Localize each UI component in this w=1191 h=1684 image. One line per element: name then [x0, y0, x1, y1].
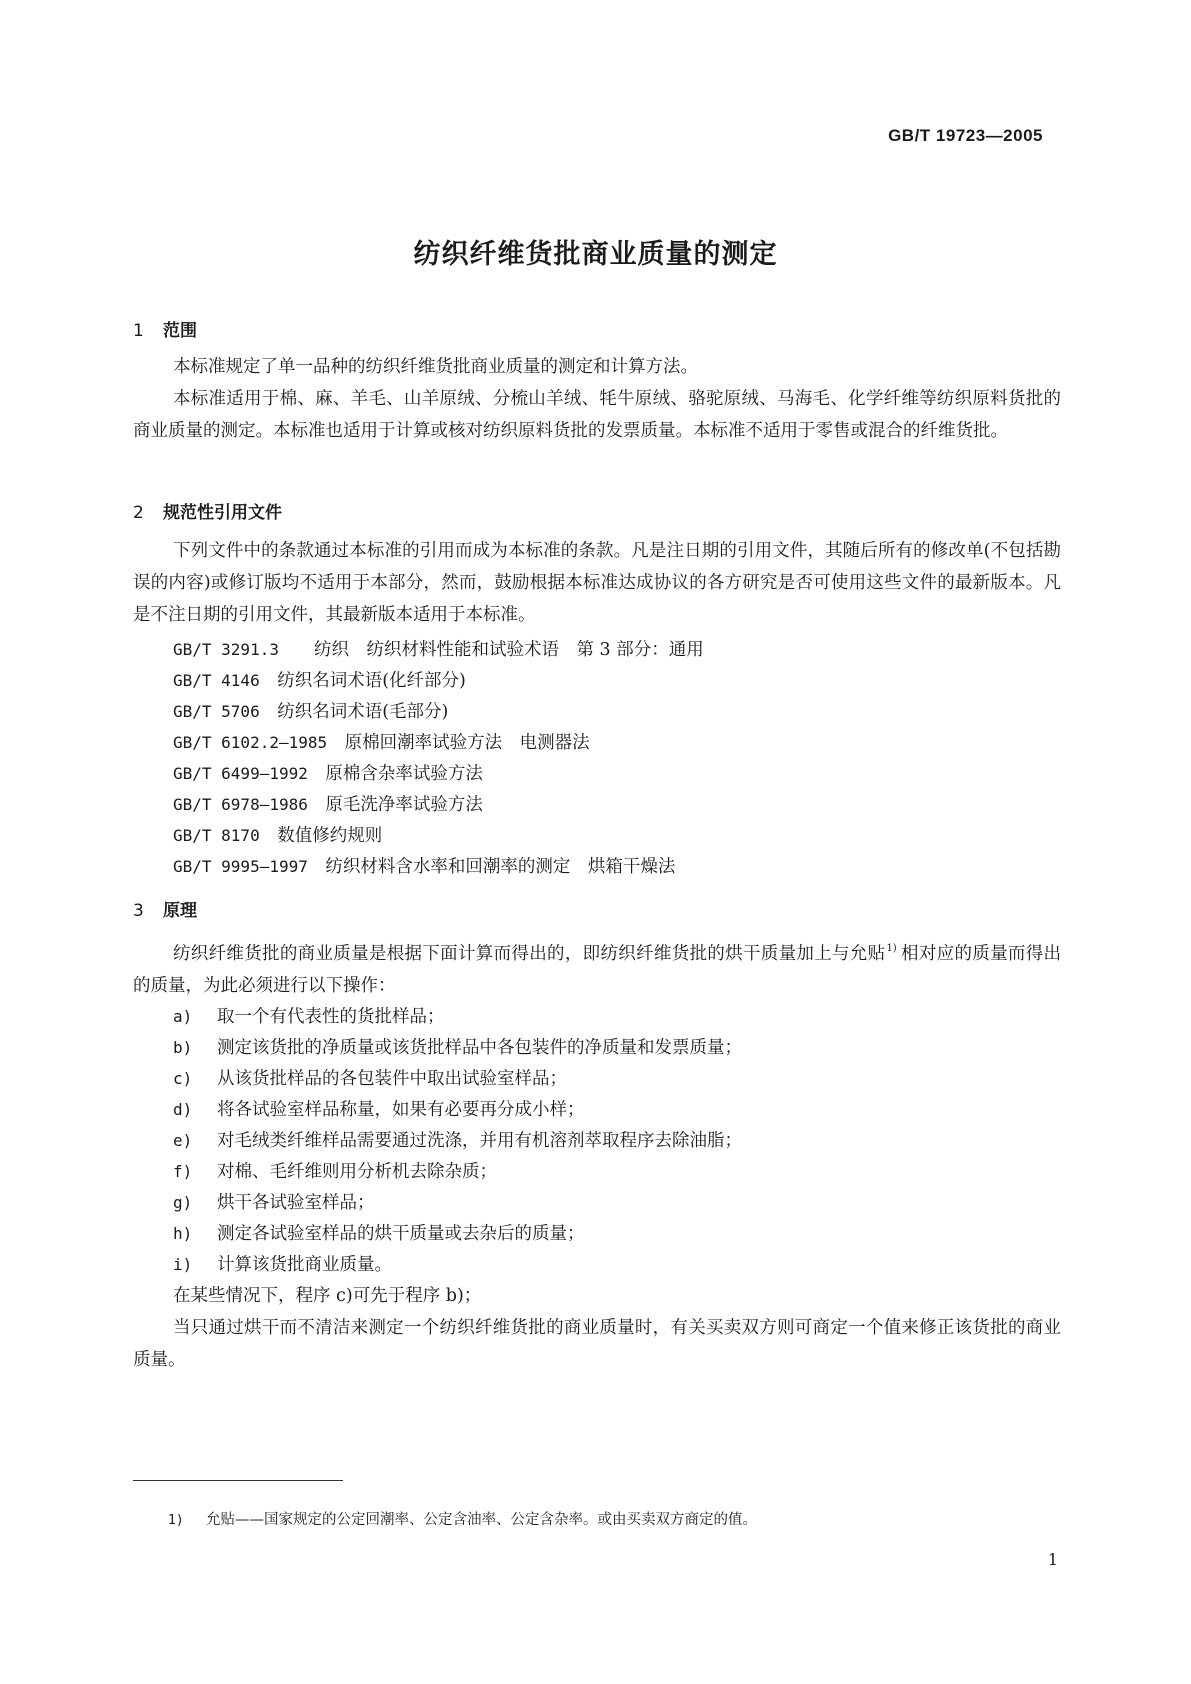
reference-item — [173, 636, 704, 661]
reference-title: 纺织名词术语(毛部分) — [277, 702, 449, 722]
reference-item — [173, 667, 466, 692]
footnote-mark: 1) — [168, 1513, 184, 1528]
list-item — [173, 1189, 375, 1214]
section-3-paragraph-3: 当只通过烘干而不清洁来测定一个纺织纤维货批的商业质量时，有关买卖双方则可商定一个值来修正该货批的商业质量。 — [133, 1318, 1061, 1370]
reference-item — [173, 822, 382, 847]
reference-code: GB/T 8170 — [173, 826, 260, 845]
reference-title: 原毛洗净率试验方法 — [325, 795, 483, 815]
footnote-divider — [133, 1480, 343, 1481]
list-label: b) — [173, 1038, 193, 1057]
reference-title: 纺织材料含水率和回潮率的测定 烘箱干燥法 — [325, 857, 676, 877]
list-text: 烘干各试验室样品； — [217, 1193, 375, 1213]
page-number: 1 — [1047, 1550, 1058, 1569]
reference-title: 原棉回潮率试验方法 电测器法 — [344, 733, 590, 753]
reference-code: GB/T 3291.3 — [173, 640, 279, 659]
reference-title: 纺织 纺织材料性能和试验术语 第 3 部分：通用 — [313, 640, 704, 660]
section-2-heading — [133, 498, 282, 523]
list-text: 将各试验室样品称量，如果有必要再分成小样； — [217, 1100, 585, 1120]
reference-code: GB/T 5706 — [173, 702, 260, 721]
list-item — [173, 1065, 567, 1090]
reference-code: GB/T 9995—1997 — [173, 857, 308, 876]
section-2-paragraph-1: 下列文件中的条款通过本标准的引用而成为本标准的条款。凡是注日期的引用文件，其随后所有的修改单(不包括勘误的内容)或修订版均不适用于本部分，然而，鼓励根据本标准达成协议的各方研究是否可使用这些文件的最新版本。凡是不注日期的引用文件，其最新版本适用于本标准。 — [133, 541, 1061, 625]
footnote-text: 允贴——国家规定的公定回潮率、公定含油率、公定含杂率。或由买卖双方商定的值。 — [206, 1512, 757, 1528]
list-item — [173, 1220, 585, 1245]
list-label: a) — [173, 1007, 193, 1026]
list-label: d) — [173, 1100, 193, 1119]
reference-item — [173, 729, 590, 754]
list-item — [173, 1251, 392, 1276]
list-item — [173, 1158, 497, 1183]
list-item — [173, 1003, 445, 1028]
list-label: c) — [173, 1069, 193, 1088]
section-1-heading — [133, 316, 197, 341]
list-item — [173, 1127, 742, 1152]
reference-title: 纺织名词术语(化纤部分) — [277, 671, 466, 691]
reference-item — [173, 791, 483, 816]
reference-code: GB/T 4146 — [173, 671, 260, 690]
reference-code: GB/T 6978—1986 — [173, 795, 308, 814]
list-label: f) — [173, 1162, 193, 1181]
list-item — [173, 1096, 585, 1121]
section-title: 原理 — [163, 901, 197, 921]
list-text: 计算该货批商业质量。 — [217, 1255, 392, 1275]
reference-item — [173, 760, 483, 785]
section-1-paragraph-1: 本标准规定了单一品种的纺织纤维货批商业质量的测定和计算方法。 — [173, 357, 698, 377]
section-3-paragraph-2: 在某些情况下，程序 c)可先于程序 b)； — [173, 1286, 482, 1306]
list-text: 从该货批样品的各包装件中取出试验室样品； — [217, 1069, 567, 1089]
section-title: 规范性引用文件 — [163, 503, 282, 523]
paragraph-text: 纺织纤维货批的商业质量是根据下面计算而得出的，即纺织纤维货批的烘干质量加上与允贴 — [173, 944, 886, 964]
list-label: i) — [173, 1255, 193, 1274]
list-label: e) — [173, 1131, 193, 1150]
list-text: 对毛绒类纤维样品需要通过洗涤，并用有机溶剂萃取程序去除油脂； — [217, 1131, 742, 1151]
list-text: 取一个有代表性的货批样品； — [217, 1007, 445, 1027]
reference-code: GB/T 6499—1992 — [173, 764, 308, 783]
section-number: 2 — [133, 503, 144, 523]
section-number: 3 — [133, 901, 144, 921]
section-3-heading — [133, 896, 197, 921]
footnote-reference[interactable]: 1) — [886, 943, 897, 954]
list-item — [173, 1034, 742, 1059]
section-1-paragraph-2: 本标准适用于棉、麻、羊毛、山羊原绒、分梳山羊绒、牦牛原绒、骆驼原绒、马海毛、化学纤维等纺织原料货批的商业质量的测定。本标准也适用于计算或核对纺织原料货批的发票质量。本标准不适用于零售或混合的纤维货批。 — [133, 389, 1061, 441]
list-text: 对棉、毛纤维则用分析机去除杂质； — [217, 1162, 497, 1182]
section-3-paragraph-1 — [133, 933, 1061, 1002]
list-text: 测定该货批的净质量或该货批样品中各包装件的净质量和发票质量； — [217, 1038, 742, 1058]
reference-code: GB/T 6102.2—1985 — [173, 733, 328, 752]
standard-code: GB/T 19723—2005 — [888, 126, 1043, 145]
section-number: 1 — [133, 321, 144, 341]
list-text: 测定各试验室样品的烘干质量或去杂后的质量； — [217, 1224, 585, 1244]
reference-title: 数值修约规则 — [277, 826, 383, 846]
reference-title: 原棉含杂率试验方法 — [325, 764, 483, 784]
footnote — [168, 1508, 757, 1529]
list-label: g) — [173, 1193, 193, 1212]
section-title: 范围 — [163, 321, 197, 341]
reference-item — [173, 853, 675, 878]
paragraph-text: 相对应的质量而得出的质量，为此必须进行以下操作： — [133, 944, 1062, 996]
page-title: 纺织纤维货批商业质量的测定 — [413, 239, 778, 270]
list-label: h) — [173, 1224, 193, 1243]
reference-item — [173, 698, 448, 723]
